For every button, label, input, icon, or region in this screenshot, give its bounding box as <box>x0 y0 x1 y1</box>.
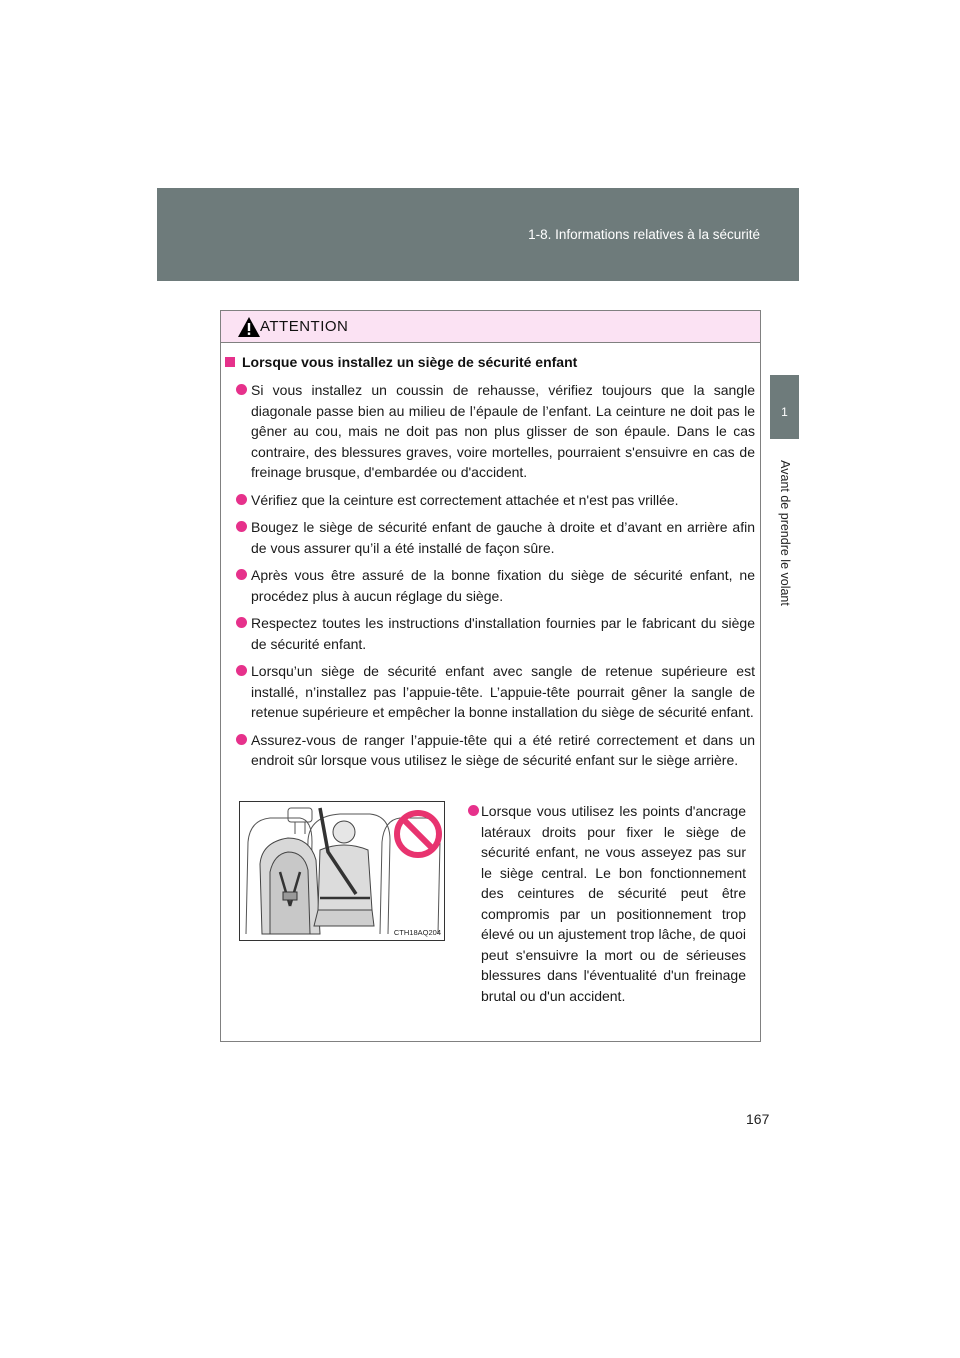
bullet-icon <box>468 805 479 816</box>
list-item <box>221 661 760 723</box>
bullet-icon <box>236 494 247 505</box>
list-item <box>221 565 760 606</box>
bullet-icon <box>236 665 247 676</box>
warning-subheading <box>225 354 577 370</box>
list-item <box>466 801 746 1006</box>
chapter-number: 1 <box>781 405 788 419</box>
list-item-text: Bougez le siège de sécurité enfant de gauche à droite et d’avant en arrière afin de vous assurer qu’il a été installé de façon sûre. <box>251 519 755 556</box>
warning-box <box>220 310 761 1042</box>
list-item <box>221 613 760 654</box>
list-item-text: Assurez-vous de ranger l’appuie-tête qui a été retiré correctement et dans un endroit sûr lorsque vous utilisez le siège de sécurité enfant sur le siège arrière. <box>251 731 755 768</box>
chapter-label: Avant de prendre le volant <box>777 459 792 606</box>
child-seat-illustration <box>239 801 445 941</box>
square-bullet-icon <box>225 357 235 367</box>
list-item-text: Lorsque vous utilisez les points d'ancrage latéraux droits pour fixer le siège de sécurité enfant, ne vous asseyez pas sur le siège central. Le bon fonctionnement des ceintures de sécurité peut être compromis par un positionnement trop élevé ou un ajustement trop lâche, de quoi peut s'ensuivre la mort ou de sérieuses blessures dans l'éventualité d'un freinage brutal ou d'un accident. <box>481 803 746 1004</box>
prohibition-icon <box>397 813 439 855</box>
list-item-text: Vérifiez que la ceinture est correctement attachée et n'est pas vrillée. <box>251 491 679 508</box>
section-title: 1-8. Informations relatives à la sécurité <box>528 227 760 242</box>
list-item-text: Après vous être assuré de la bonne fixation du siège de sécurité enfant, ne procédez plus à aucun réglage du siège. <box>251 567 755 604</box>
list-item <box>221 517 760 558</box>
seat-drawing <box>240 802 444 940</box>
illustration-note <box>466 801 746 1013</box>
warning-triangle-icon <box>237 316 261 338</box>
list-item-text: Lorsqu’un siège de sécurité enfant avec sangle de retenue supérieure est installé, n’installez pas l’appuie-tête. L’appuie-tête pourrait gêner la sangle de retenue supérieure et empêcher la bonne installation du siège de sécurité enfant. <box>251 663 755 720</box>
warning-title: ATTENTION <box>260 318 349 335</box>
bullet-icon <box>236 521 247 532</box>
list-item <box>221 490 760 511</box>
figure-code: CTH18AQ204 <box>393 928 441 937</box>
warning-list <box>221 380 760 778</box>
bullet-icon <box>236 569 247 580</box>
list-item <box>221 380 760 483</box>
bullet-icon <box>236 384 247 395</box>
page-number: 167 <box>746 1111 770 1127</box>
chapter-tab <box>770 375 799 439</box>
warning-subheading-text: Lorsque vous installez un siège de sécurité enfant <box>242 354 578 370</box>
bullet-icon <box>236 734 247 745</box>
list-item-text: Respectez toutes les instructions d'installation fournies par le fabricant du siège de sécurité enfant. <box>251 615 755 652</box>
warning-header <box>221 311 760 343</box>
list-item-text: Si vous installez un coussin de rehausse, vérifiez toujours que la sangle diagonale passe bien au milieu de l’épaule de l’enfant. La ceinture ne doit pas le gêner au cou, mais ne doit pas non plus glisser de son épaule. Dans le cas contraire, des blessures graves, voire mortelles, pourraient s'ensuivre en cas de freinage brusque, d'embardée ou d'accident. <box>251 382 755 480</box>
bullet-icon <box>236 617 247 628</box>
list-item <box>221 730 760 771</box>
chapter-label-container <box>770 445 799 620</box>
